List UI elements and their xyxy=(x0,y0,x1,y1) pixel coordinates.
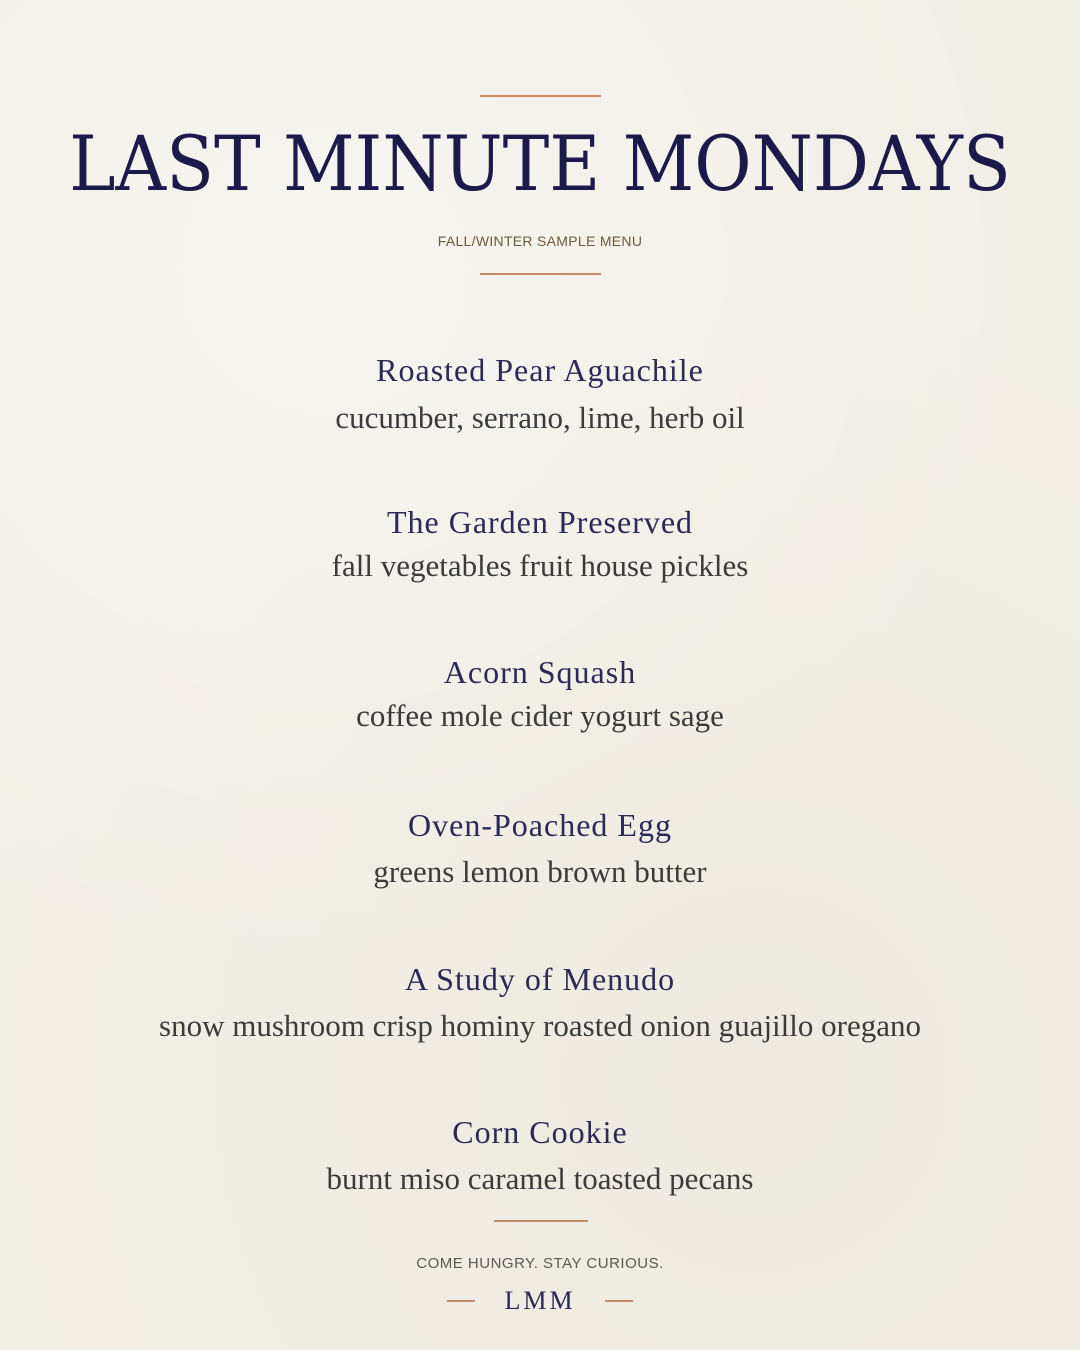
dish-description: burnt miso caramel toasted pecans xyxy=(326,1161,754,1196)
subtitle-divider xyxy=(480,273,601,275)
dish-description: snow mushroom crisp hominy roasted onion guajillo oregano xyxy=(159,1008,921,1043)
menu-item xyxy=(0,957,1080,1048)
menu-item xyxy=(0,803,1080,894)
dish-description: coffee mole cider yogurt sage xyxy=(356,698,724,733)
dish-name: The Garden Preserved xyxy=(386,504,694,540)
dish-description: greens lemon brown butter xyxy=(373,854,707,889)
menu-item xyxy=(0,500,1080,588)
menu-subtitle: FALL/WINTER SAMPLE MENU xyxy=(437,233,643,249)
menu-item xyxy=(0,650,1080,738)
menu-item xyxy=(0,348,1080,440)
right-dash xyxy=(605,1300,633,1302)
top-divider xyxy=(480,95,601,97)
menu-item xyxy=(0,1110,1080,1201)
page-title: LAST MINUTE MONDAYS xyxy=(69,119,1011,209)
monogram-row xyxy=(0,1284,1080,1318)
monogram: LMM xyxy=(504,1286,576,1315)
dish-name: Acorn Squash xyxy=(443,654,637,690)
footer-divider xyxy=(494,1220,588,1222)
left-dash xyxy=(447,1300,475,1302)
dish-description: cucumber, serrano, lime, herb oil xyxy=(335,400,745,435)
dish-description: fall vegetables fruit house pickles xyxy=(331,548,749,583)
tagline: COME HUNGRY. STAY CURIOUS. xyxy=(416,1255,664,1272)
dish-name: Corn Cookie xyxy=(452,1114,628,1150)
dish-name: Roasted Pear Aguachile xyxy=(376,352,704,388)
dish-name: Oven-Poached Egg xyxy=(408,807,672,843)
dish-name: A Study of Menudo xyxy=(404,961,676,997)
